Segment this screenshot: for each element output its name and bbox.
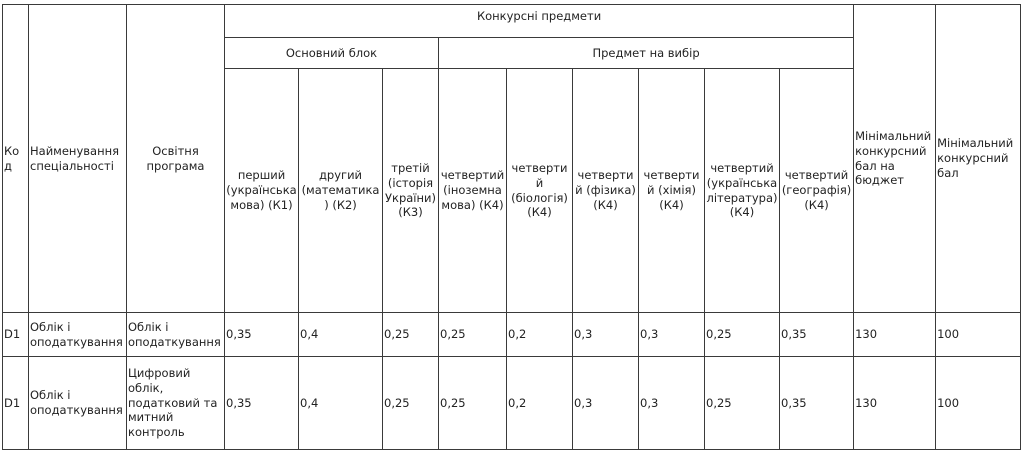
cell-coefficient: 0,4 xyxy=(299,313,383,357)
col-header-program: Освітня програма xyxy=(127,5,225,313)
subject-header: четвертий (біологія) (К4) xyxy=(507,69,573,313)
cell-coefficient: 0,35 xyxy=(780,357,854,450)
cell-coefficient: 0,25 xyxy=(705,313,780,357)
cell-coefficient: 0,25 xyxy=(439,313,507,357)
subject-header: перший (українська мова) (К1) xyxy=(225,69,299,313)
cell-min-budget: 130 xyxy=(854,313,936,357)
col-header-code: Код xyxy=(3,5,29,313)
subject-header: четвертий (фізика) (К4) xyxy=(573,69,639,313)
cell-coefficient: 0,4 xyxy=(299,357,383,450)
admission-table xyxy=(2,4,1021,450)
cell-coefficient: 0,3 xyxy=(573,313,639,357)
cell-coefficient: 0,35 xyxy=(225,313,299,357)
cell-coefficient: 0,25 xyxy=(705,357,780,450)
col-header-specialty: Найменування спеціальності xyxy=(29,5,127,313)
cell-coefficient: 0,3 xyxy=(639,357,705,450)
subject-header: четвертий (українська література) (К4) xyxy=(705,69,780,313)
cell-min-score: 100 xyxy=(936,313,1021,357)
cell-coefficient: 0,3 xyxy=(639,313,705,357)
table-row xyxy=(3,313,1021,357)
cell-coefficient: 0,2 xyxy=(507,357,573,450)
col-header-main-block: Основний блок xyxy=(225,38,439,69)
subject-header: другий (математика) (К2) xyxy=(299,69,383,313)
col-header-min-score: Мінімальний конкурсний бал xyxy=(936,5,1021,313)
cell-min-score: 100 xyxy=(936,357,1021,450)
cell-coefficient: 0,35 xyxy=(225,357,299,450)
cell-coefficient: 0,3 xyxy=(573,357,639,450)
cell-coefficient: 0,35 xyxy=(780,313,854,357)
cell-min-budget: 130 xyxy=(854,357,936,450)
cell-coefficient: 0,25 xyxy=(383,357,439,450)
col-header-min-score-budget: Мінімальний конкурсний бал на бюджет xyxy=(854,5,936,313)
col-header-elective-subject: Предмет на вибір xyxy=(439,38,854,69)
subject-header: четвертий (іноземна мова) (К4) xyxy=(439,69,507,313)
cell-code: D1 xyxy=(3,313,29,357)
cell-code: D1 xyxy=(3,357,29,450)
cell-program: Цифровий облік, податковий та митний контроль xyxy=(127,357,225,450)
table-row xyxy=(3,357,1021,450)
col-header-competitive-subjects: Конкурсні предмети xyxy=(225,5,854,38)
subject-header: четвертий (географія) (К4) xyxy=(780,69,854,313)
cell-coefficient: 0,25 xyxy=(383,313,439,357)
cell-coefficient: 0,2 xyxy=(507,313,573,357)
cell-coefficient: 0,25 xyxy=(439,357,507,450)
cell-specialty: Облік і оподаткування xyxy=(29,313,127,357)
cell-specialty: Облік і оподаткування xyxy=(29,357,127,450)
subject-header: четвертий (хімія) (К4) xyxy=(639,69,705,313)
cell-program: Облік і оподаткування xyxy=(127,313,225,357)
subject-header: третій (історія України) (К3) xyxy=(383,69,439,313)
header-row-1 xyxy=(3,5,1021,38)
